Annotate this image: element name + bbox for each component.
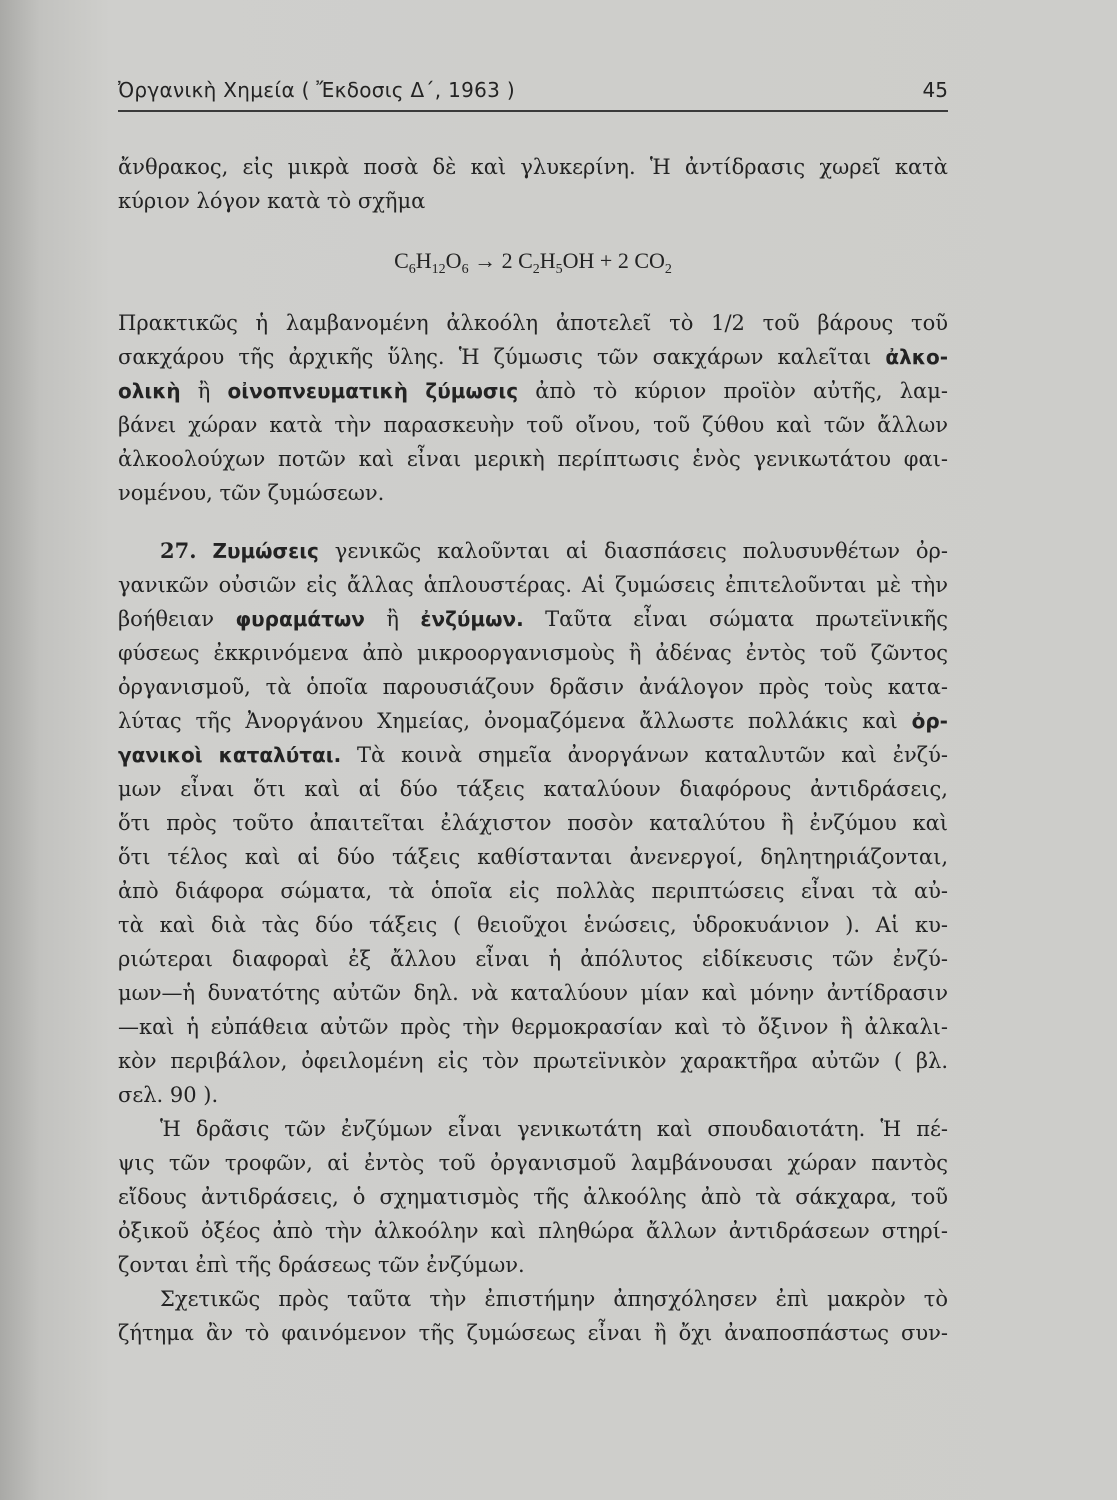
bold-term: φυραμάτων [235,607,365,631]
text-line: ἀλκοολούχων ποτῶν καὶ εἶναι μερικὴ περίπτωσις ἑνὸς γενικωτάτου φαι- [118,447,948,471]
paragraph-5 [118,1282,948,1350]
text-line: ψις τῶν τροφῶν, αἱ ἐντὸς τοῦ ὀργανισμοῦ λαμβάνουσαι χώραν παντὸς [118,1151,948,1175]
text-line: γανικῶν οὐσιῶν εἰς ἄλλας ἁπλουστέρας. Αἱ ζυμώσεις ἐπιτελοῦνται μὲ τὴν [118,573,948,597]
text-line: ζήτημα ἂν τὸ φαινόμενον τῆς ζυμώσεως εἶναι ἢ ὄχι ἀναποσπάστως συν- [118,1321,948,1345]
text-line: ριώτεραι διαφοραὶ ἐξ ἄλλου εἶναι ἡ ἀπόλυτος εἰδίκευσις τῶν ἐνζύ- [118,947,948,971]
text-line: ὀξικοῦ ὀξέος ἀπὸ τὴν ἀλκοόλην καὶ πληθώρα ἄλλων ἀντιδράσεων στηρί- [118,1219,948,1243]
text-line: νομένου, τῶν ζυμώσεων. [118,481,385,505]
text-line: Σχετικῶς πρὸς ταῦτα τὴν ἐπιστήμην ἀπησχόλησεν ἐπὶ μακρὸν τὸ [160,1287,948,1311]
text-line: ὅτι τέλος καὶ αἱ δύο τάξεις καθίστανται ἀνενεργοί, δηλητηριάζονται, [118,845,948,869]
text-line: σακχάρου τῆς ἀρχικῆς ὕλης. Ἡ ζύμωσις τῶν σακχάρων καλεῖται ἀλκο- [118,345,948,369]
text-line: Πρακτικῶς ἡ λαμβανομένη ἀλκοόλη ἀποτελεῖ τὸ 1/2 τοῦ βάρους τοῦ [118,311,948,335]
section-number: 27. [160,538,197,563]
text-line: λύτας τῆς Ἀνοργάνου Χημείας, ὀνομαζόμενα ἄλλωστε πολλάκις καὶ ὀρ- [118,709,948,733]
chemical-equation: $C_6H_{12}O_6 \to 2$ $C_2H_5OH + 2$ $CO_2$ [394,248,672,277]
page-number: 45 [922,78,948,102]
text-line: μων—ἡ δυνατότης αὐτῶν δηλ. νὰ καταλύουν μίαν καὶ μόνην ἀντίδρασιν [118,981,948,1005]
section-gap [118,510,948,534]
bold-term: ἐνζύμων. [420,607,524,631]
text-line: ὅτι πρὸς τοῦτο ἀπαιτεῖται ἐλάχιστον ποσὸν καταλύτου ἢ ἐνζύμου καὶ [118,811,948,835]
bold-term: ολικὴ [118,379,181,403]
running-title: Ὀργανικὴ Χημεία ( Ἔκδοσις Δ΄, 1963 ) [118,78,515,102]
text-line: μων εἶναι ὅτι καὶ αἱ δύο τάξεις καταλύουν διαφόρους ἀντιδράσεις, [118,777,948,801]
text-line: βάνει χώραν κατὰ τὴν παρασκευὴν τοῦ οἴνου, τοῦ ζύθου καὶ τῶν ἄλλων [118,413,948,437]
paragraph-1 [118,150,948,218]
text-line: σελ. 90 ). [118,1083,219,1107]
text-line: κύριον λόγον κατὰ τὸ σχῆμα [118,189,426,213]
paragraph-4 [118,1112,948,1282]
text-line: ὀργανισμοῦ, τὰ ὁποῖα παρουσιάζουν δρᾶσιν ἀνάλογον πρὸς τοὺς κατα- [118,675,948,699]
page-body [118,150,948,1350]
text-line: τὰ καὶ διὰ τὰς δύο τάξεις ( θειοῦχοι ἑνώσεις, ὑδροκυάνιον ). Αἱ κυ- [118,913,948,937]
text-line: εἴδους ἀντιδράσεις, ὁ σχηματισμὸς τῆς ἀλκοόλης ἀπὸ τὰ σάκχαρα, τοῦ [118,1185,948,1209]
text-line: Ἡ δρᾶσις τῶν ἐνζύμων εἶναι γενικωτάτη καὶ σπουδαιοτάτη. Ἡ πέ- [160,1117,948,1141]
bold-term: ὀρ- [911,709,948,733]
paragraph-2 [118,306,948,510]
bold-term: γανικοὶ καταλύται. [118,743,342,767]
bold-term: ἀλκο- [885,345,948,369]
section-heading: Ζυμώσεις [212,539,319,563]
text-line: γανικοὶ καταλύται. Τὰ κοινὰ σημεῖα ἀνοργάνων καταλυτῶν καὶ ἐνζύ- [118,743,948,767]
text-line: φύσεως ἐκκρινόμενα ἀπὸ μικροοργανισμοὺς ἢ ἀδένας ἐντὸς τοῦ ζῶντος [118,641,948,665]
section-27 [118,534,948,1112]
page-header [118,74,948,112]
text-line: βοήθειαν φυραμάτων ἢ ἐνζύμων. Ταῦτα εἶναι σώματα πρωτεϊνικῆς [118,607,948,631]
bold-term: οἰνοπνευματικὴ ζύμωσις [227,379,519,403]
text-line: κὸν περιβάλον, ὀφειλομένη εἰς τὸν πρωτεϊνικὸν χαρακτῆρα αὐτῶν ( βλ. [118,1049,948,1073]
text-line: ἀπὸ διάφορα σώματα, τὰ ὁποῖα εἰς πολλὰς περιπτώσεις εἶναι τὰ αὐ- [118,879,948,903]
text-line: ολικὴ ἢ οἰνοπνευματικὴ ζύμωσις ἀπὸ τὸ κύριον προϊὸν αὐτῆς, λαμ- [118,379,948,403]
text-line: —καὶ ἡ εὐπάθεια αὐτῶν πρὸς τὴν θερμοκρασίαν καὶ τὸ ὄξινον ἢ ἀλκαλι- [118,1015,948,1039]
text-line: 27. Ζυμώσεις γενικῶς καλοῦνται αἱ διασπάσεις πολυσυνθέτων ὀρ- [160,538,948,563]
text-line: ζονται ἐπὶ τῆς δράσεως τῶν ἐνζύμων. [118,1253,525,1277]
text-line: ἄνθρακος, εἰς μικρὰ ποσὰ δὲ καὶ γλυκερίνη. Ἡ ἀντίδρασις χωρεῖ κατὰ [118,155,948,179]
